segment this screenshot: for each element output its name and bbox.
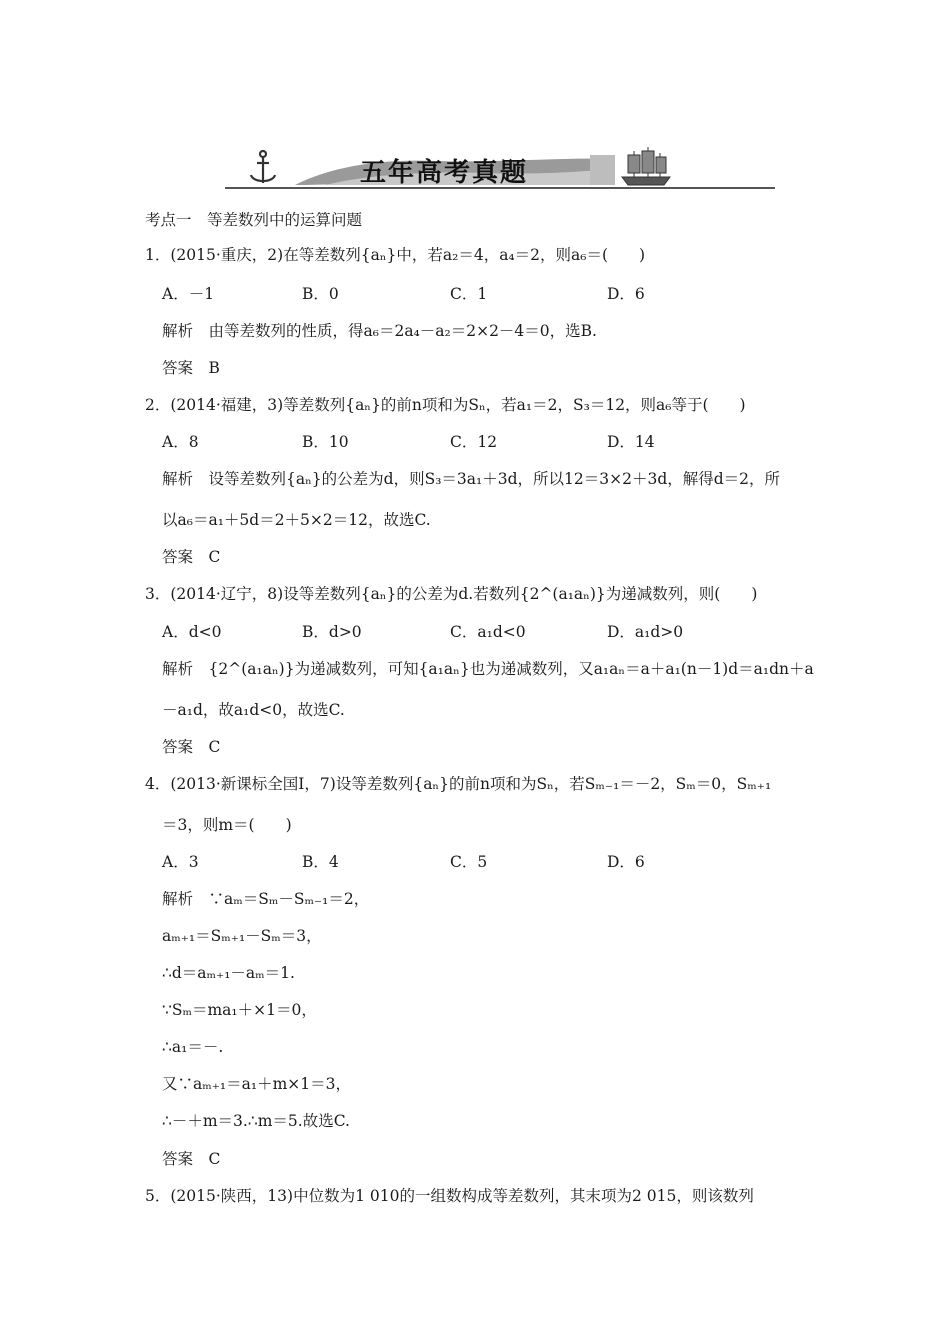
problem-4-analysis-line-3: ∴d＝aₘ₊₁－aₘ＝1. xyxy=(162,964,295,982)
problem-4-analysis-line-1: 解析 ∵aₘ＝Sₘ－Sₘ₋₁＝2， xyxy=(162,890,370,908)
problem-1-analysis: 解析 由等差数列的性质，得a₆＝2a₄－a₂＝2×2－4＝0，选B. xyxy=(162,322,597,340)
problem-2-option-b: B．10 xyxy=(302,433,349,451)
problem-2-option-d: D．14 xyxy=(607,433,655,451)
problem-3-option-d: D．a₁d>0 xyxy=(607,623,684,641)
problem-2-option-c: C．12 xyxy=(450,433,498,451)
problem-2-stem xyxy=(145,398,746,414)
problem-4-analysis-line-6: 又∵aₘ₊₁＝a₁＋m×1＝3， xyxy=(162,1075,352,1093)
anchor-icon xyxy=(251,151,275,183)
problem-3-number: 3． xyxy=(145,585,171,603)
banner-title: 五年高考真题 xyxy=(360,158,529,188)
problem-4-option-a: A．3 xyxy=(162,853,199,871)
problem-4-analysis-line-5: ∴a₁＝－. xyxy=(162,1038,224,1056)
problem-4-option-d: D．6 xyxy=(607,853,645,871)
problem-1-text: (2015·重庆，2)在等差数列{aₙ}中，若a₂＝4，a₄＝2，则a₆＝( ) xyxy=(170,246,646,264)
problem-2-answer: 答案 C xyxy=(162,548,221,566)
problem-4-answer: 答案 C xyxy=(162,1150,221,1168)
problem-3-option-a: A．d<0 xyxy=(162,623,222,641)
problem-4-text: (2013·新课标全国Ⅰ，7)设等差数列{aₙ}的前n项和为Sₙ，若Sₘ₋₁＝－2，Sₘ＝0，Sₘ₊₁ xyxy=(170,775,772,793)
problem-2-text: (2014·福建，3)等差数列{aₙ}的前n项和为Sₙ，若a₁＝2，S₃＝12，则a₆等于( ) xyxy=(170,396,746,414)
problem-2-analysis-line-1: 解析 设等差数列{aₙ}的公差为d，则S₃＝3a₁＋3d，所以12＝3×2＋3d，解得d＝2，所 xyxy=(162,470,781,488)
section-heading: 考点一 等差数列中的运算问题 xyxy=(145,211,363,229)
problem-3-analysis-line-2: －a₁d，故a₁d<0，故选C. xyxy=(162,701,345,719)
problem-3-answer: 答案 C xyxy=(162,738,221,756)
problem-5-number: 5． xyxy=(145,1187,171,1205)
problem-5-stem xyxy=(145,1189,754,1205)
problem-4-number: 4． xyxy=(145,775,171,793)
problem-1-option-d: D．6 xyxy=(607,285,645,303)
problem-3-option-c: C．a₁d<0 xyxy=(450,623,526,641)
problem-1-number: 1． xyxy=(145,246,171,264)
problem-4-analysis-line-4: ∵Sₘ＝ma₁＋×1＝0， xyxy=(162,1001,317,1019)
problem-3-stem xyxy=(145,587,757,603)
problem-4-stem-line-2: ＝3，则m＝( ) xyxy=(162,816,292,834)
problem-1-stem xyxy=(145,248,645,264)
problem-2-analysis-line-2: 以a₆＝a₁＋5d＝2＋5×2＝12，故选C. xyxy=(162,511,431,529)
problem-2-option-a: A．8 xyxy=(162,433,199,451)
problem-3-option-b: B．d>0 xyxy=(302,623,362,641)
problem-1-option-a: A．－1 xyxy=(162,285,215,303)
problem-4-option-c: C．5 xyxy=(450,853,488,871)
problem-3-text: (2014·辽宁，8)设等差数列{aₙ}的公差为d.若数列{2^(a₁aₙ)}为递减数列，则( ) xyxy=(170,585,758,603)
problem-4-option-b: B．4 xyxy=(302,853,339,871)
problem-4-analysis-line-2: aₘ₊₁＝Sₘ₊₁－Sₘ＝3， xyxy=(162,927,322,945)
problem-3-analysis-line-1: 解析 {2^(a₁aₙ)}为递减数列，可知{a₁aₙ}也为递减数列，又a₁aₙ＝a＋a₁(n－1)d＝a₁dn＋a xyxy=(162,660,814,678)
ship-icon xyxy=(622,147,670,185)
problem-4-stem-line-1 xyxy=(145,777,771,793)
problem-1-option-b: B．0 xyxy=(302,285,339,303)
problem-2-number: 2． xyxy=(145,396,171,414)
problem-1-option-c: C．1 xyxy=(450,285,488,303)
problem-4-analysis-line-7: ∴－＋m＝3.∴m＝5.故选C. xyxy=(162,1112,350,1130)
problem-1-answer: 答案 B xyxy=(162,359,220,377)
problem-5-text: (2015·陕西，13)中位数为1 010的一组数构成等差数列，其末项为2 015，则该数列 xyxy=(170,1187,754,1205)
